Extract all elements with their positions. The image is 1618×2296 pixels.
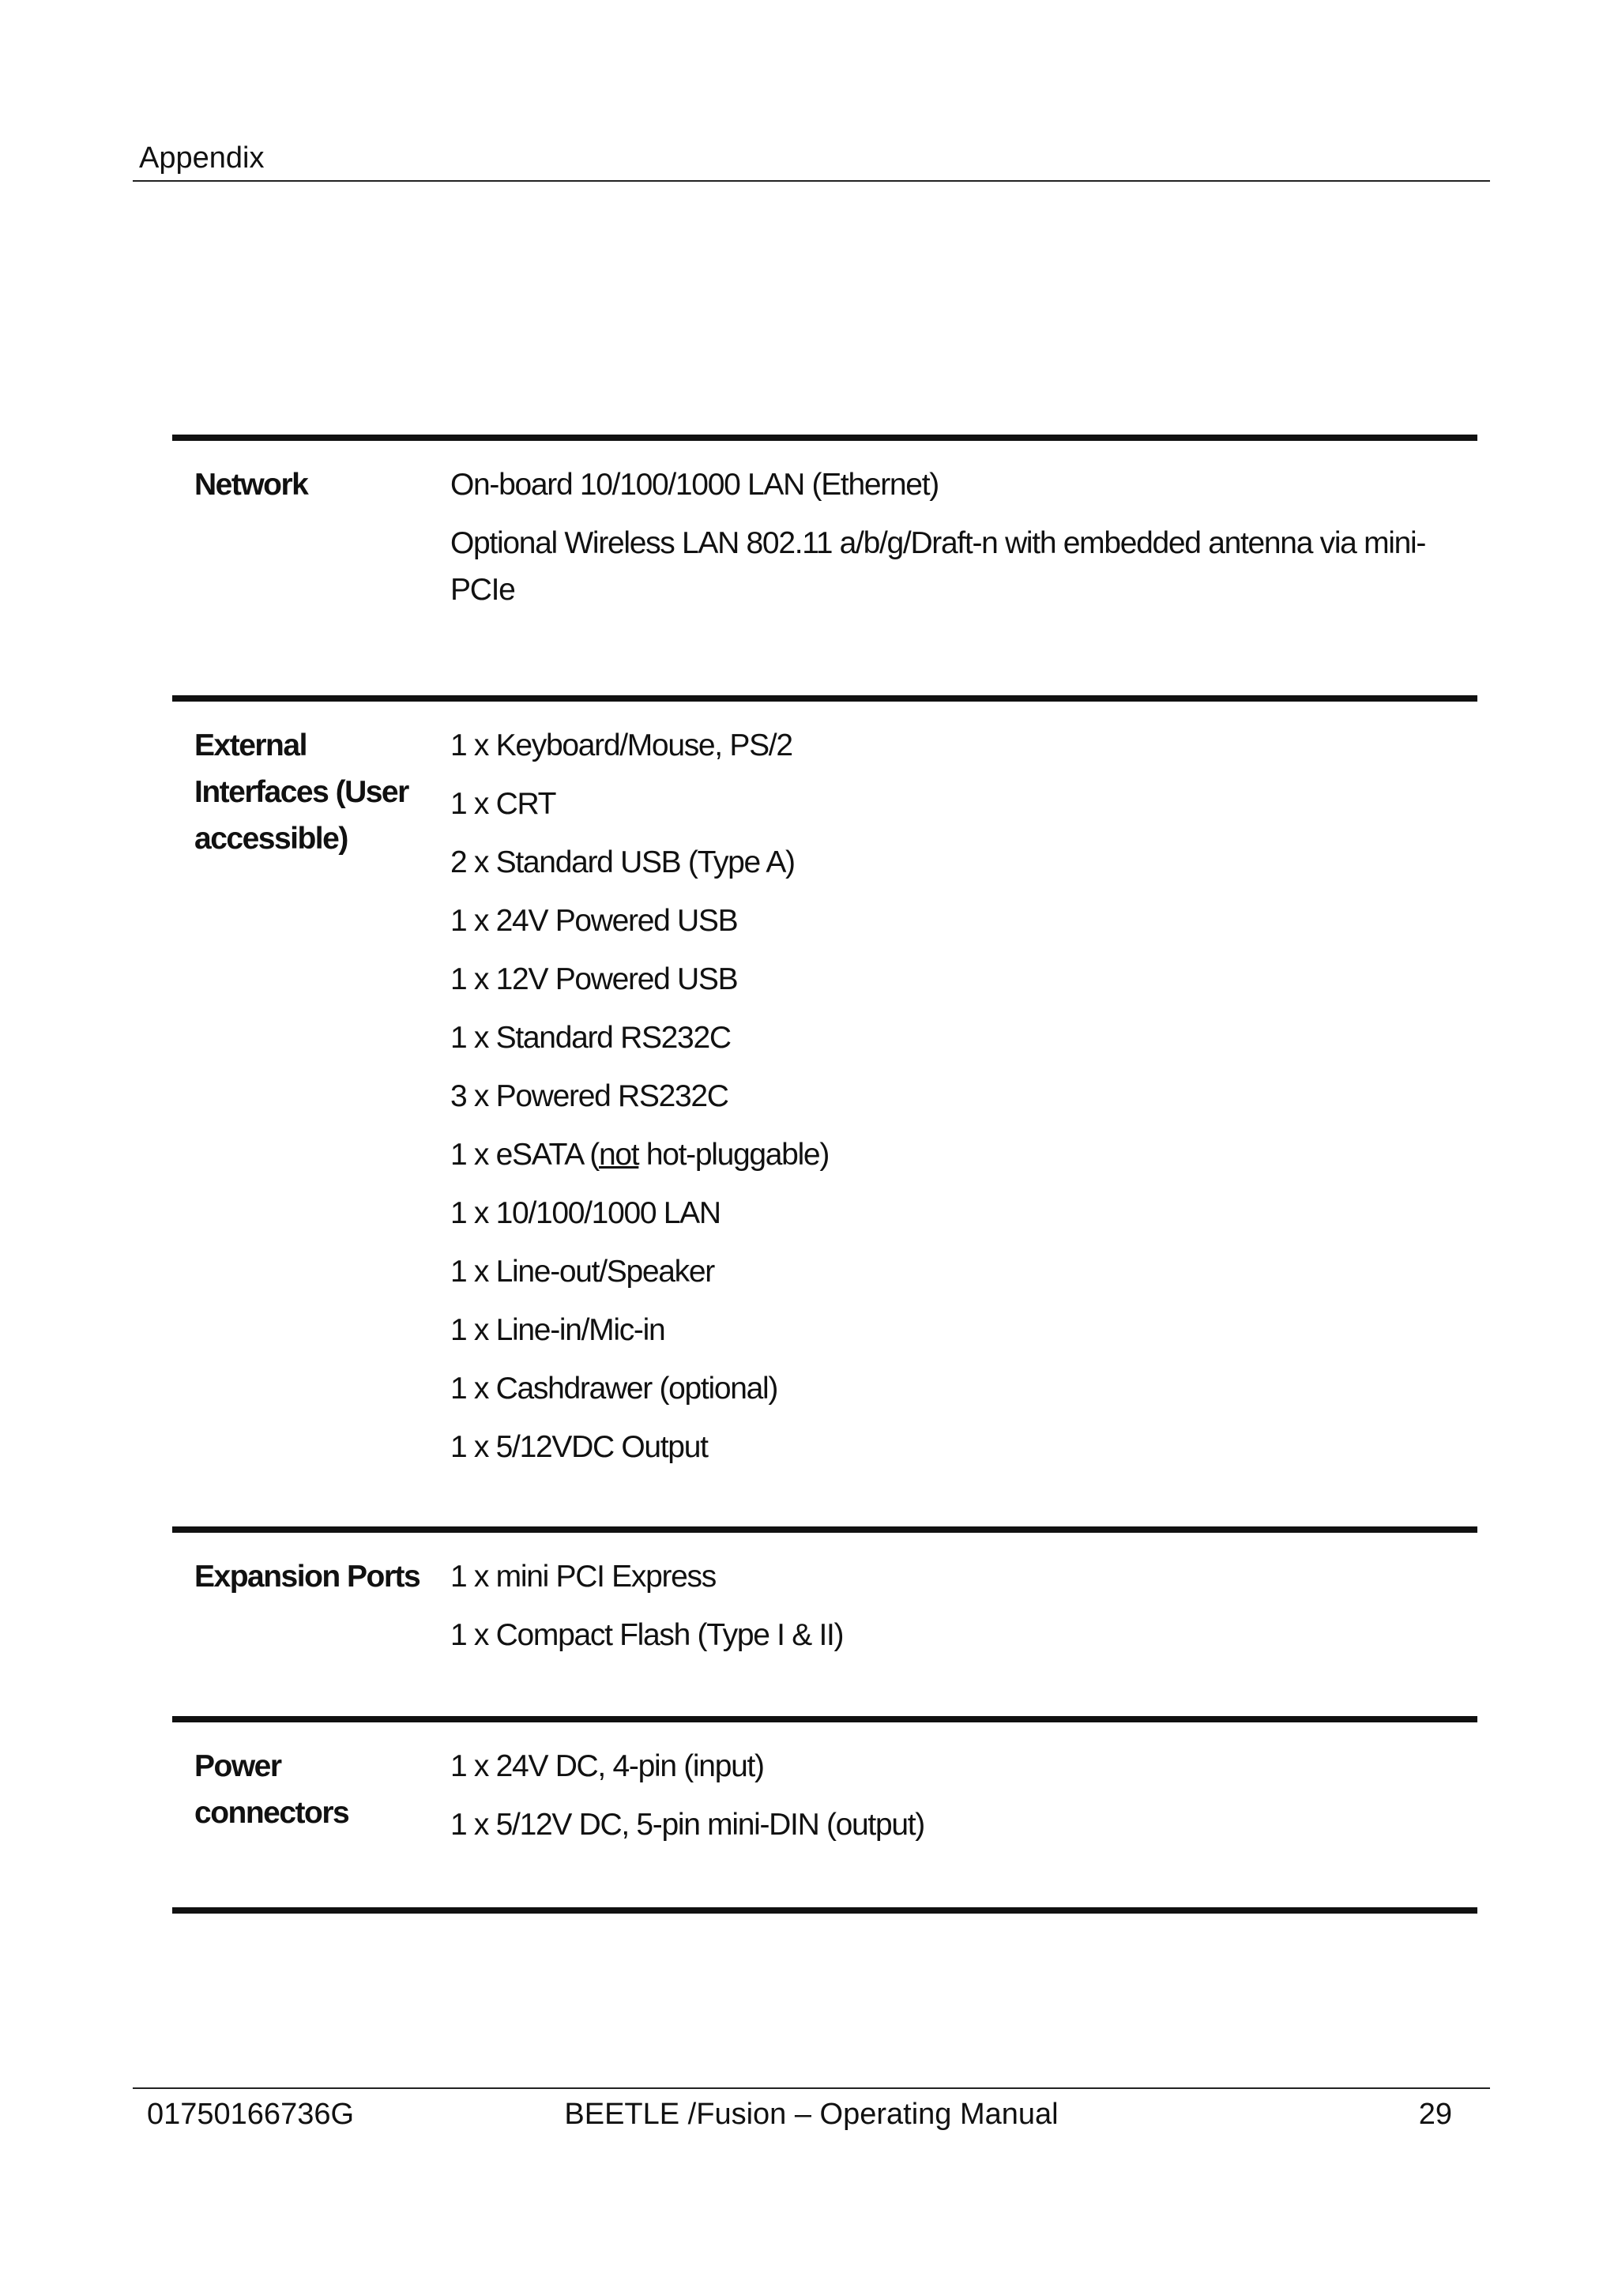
- spec-value: 1 x 24V Powered USB: [450, 904, 738, 938]
- page-header: [133, 134, 1490, 182]
- manual-title: BEETLE /Fusion – Operating Manual: [564, 2098, 1059, 2131]
- spec-table: [172, 435, 1477, 1914]
- spec-row-network: [172, 435, 1477, 695]
- spec-value: 1 x 24V DC, 4-pin (input): [450, 1749, 764, 1783]
- document-number: 01750166736G: [147, 2098, 355, 2131]
- spec-value: 1 x Standard RS232C: [450, 1021, 731, 1055]
- spec-value: 1 x 12V Powered USB: [450, 962, 738, 996]
- spec-value: 3 x Powered RS232C: [450, 1079, 728, 1113]
- spec-value: 1 x Line-in/Mic-in: [450, 1313, 665, 1347]
- spec-label-external-interfaces: External Interfaces (User accessible): [194, 728, 408, 856]
- spec-row-external-interfaces: [172, 695, 1477, 1526]
- spec-value-text: 1 x eSATA (: [450, 1138, 599, 1172]
- spec-value: Optional Wireless LAN 802.11 a/b/g/Draft-n with embedded antenna via mini-PCIe: [450, 526, 1426, 607]
- spec-value: 1 x CRT: [450, 787, 556, 821]
- spec-value: 1 x Cashdrawer (optional): [450, 1372, 778, 1406]
- spec-value-text: hot-pluggable): [638, 1138, 830, 1172]
- spec-values-network: [450, 461, 1477, 695]
- spec-value: 2 x Standard USB (Type A): [450, 845, 795, 879]
- spec-label-network: Network: [194, 468, 308, 502]
- spec-value: 1 x Compact Flash (Type I & II): [450, 1618, 844, 1652]
- spec-values-expansion-ports: [450, 1553, 1477, 1716]
- spec-value: 1 x 10/100/1000 LAN: [450, 1196, 721, 1230]
- spec-value: 1 x mini PCI Express: [450, 1560, 716, 1594]
- spec-value: 1 x Line-out/Speaker: [450, 1255, 714, 1289]
- spec-value-esata: [450, 1131, 1477, 1178]
- emphasis-underline: not: [599, 1138, 639, 1172]
- spec-label-power-connectors: Power connectors: [194, 1749, 349, 1830]
- spec-values-power-connectors: [450, 1743, 1477, 1907]
- table-bottom-rule: [172, 1907, 1477, 1914]
- spec-value: 1 x Keyboard/Mouse, PS/2: [450, 728, 792, 762]
- spec-row-expansion-ports: [172, 1526, 1477, 1716]
- page-number: 29: [1418, 2098, 1452, 2131]
- spec-values-external-interfaces: [450, 722, 1477, 1526]
- spec-value: 1 x 5/12VDC Output: [450, 1430, 708, 1464]
- spec-value: 1 x 5/12V DC, 5-pin mini-DIN (output): [450, 1808, 924, 1842]
- spec-value: On-board 10/100/1000 LAN (Ethernet): [450, 468, 939, 502]
- page-footer: [133, 2087, 1490, 2144]
- section-title: Appendix: [139, 141, 265, 175]
- spec-label-expansion-ports: Expansion Ports: [194, 1560, 420, 1594]
- spec-row-power-connectors: [172, 1716, 1477, 1907]
